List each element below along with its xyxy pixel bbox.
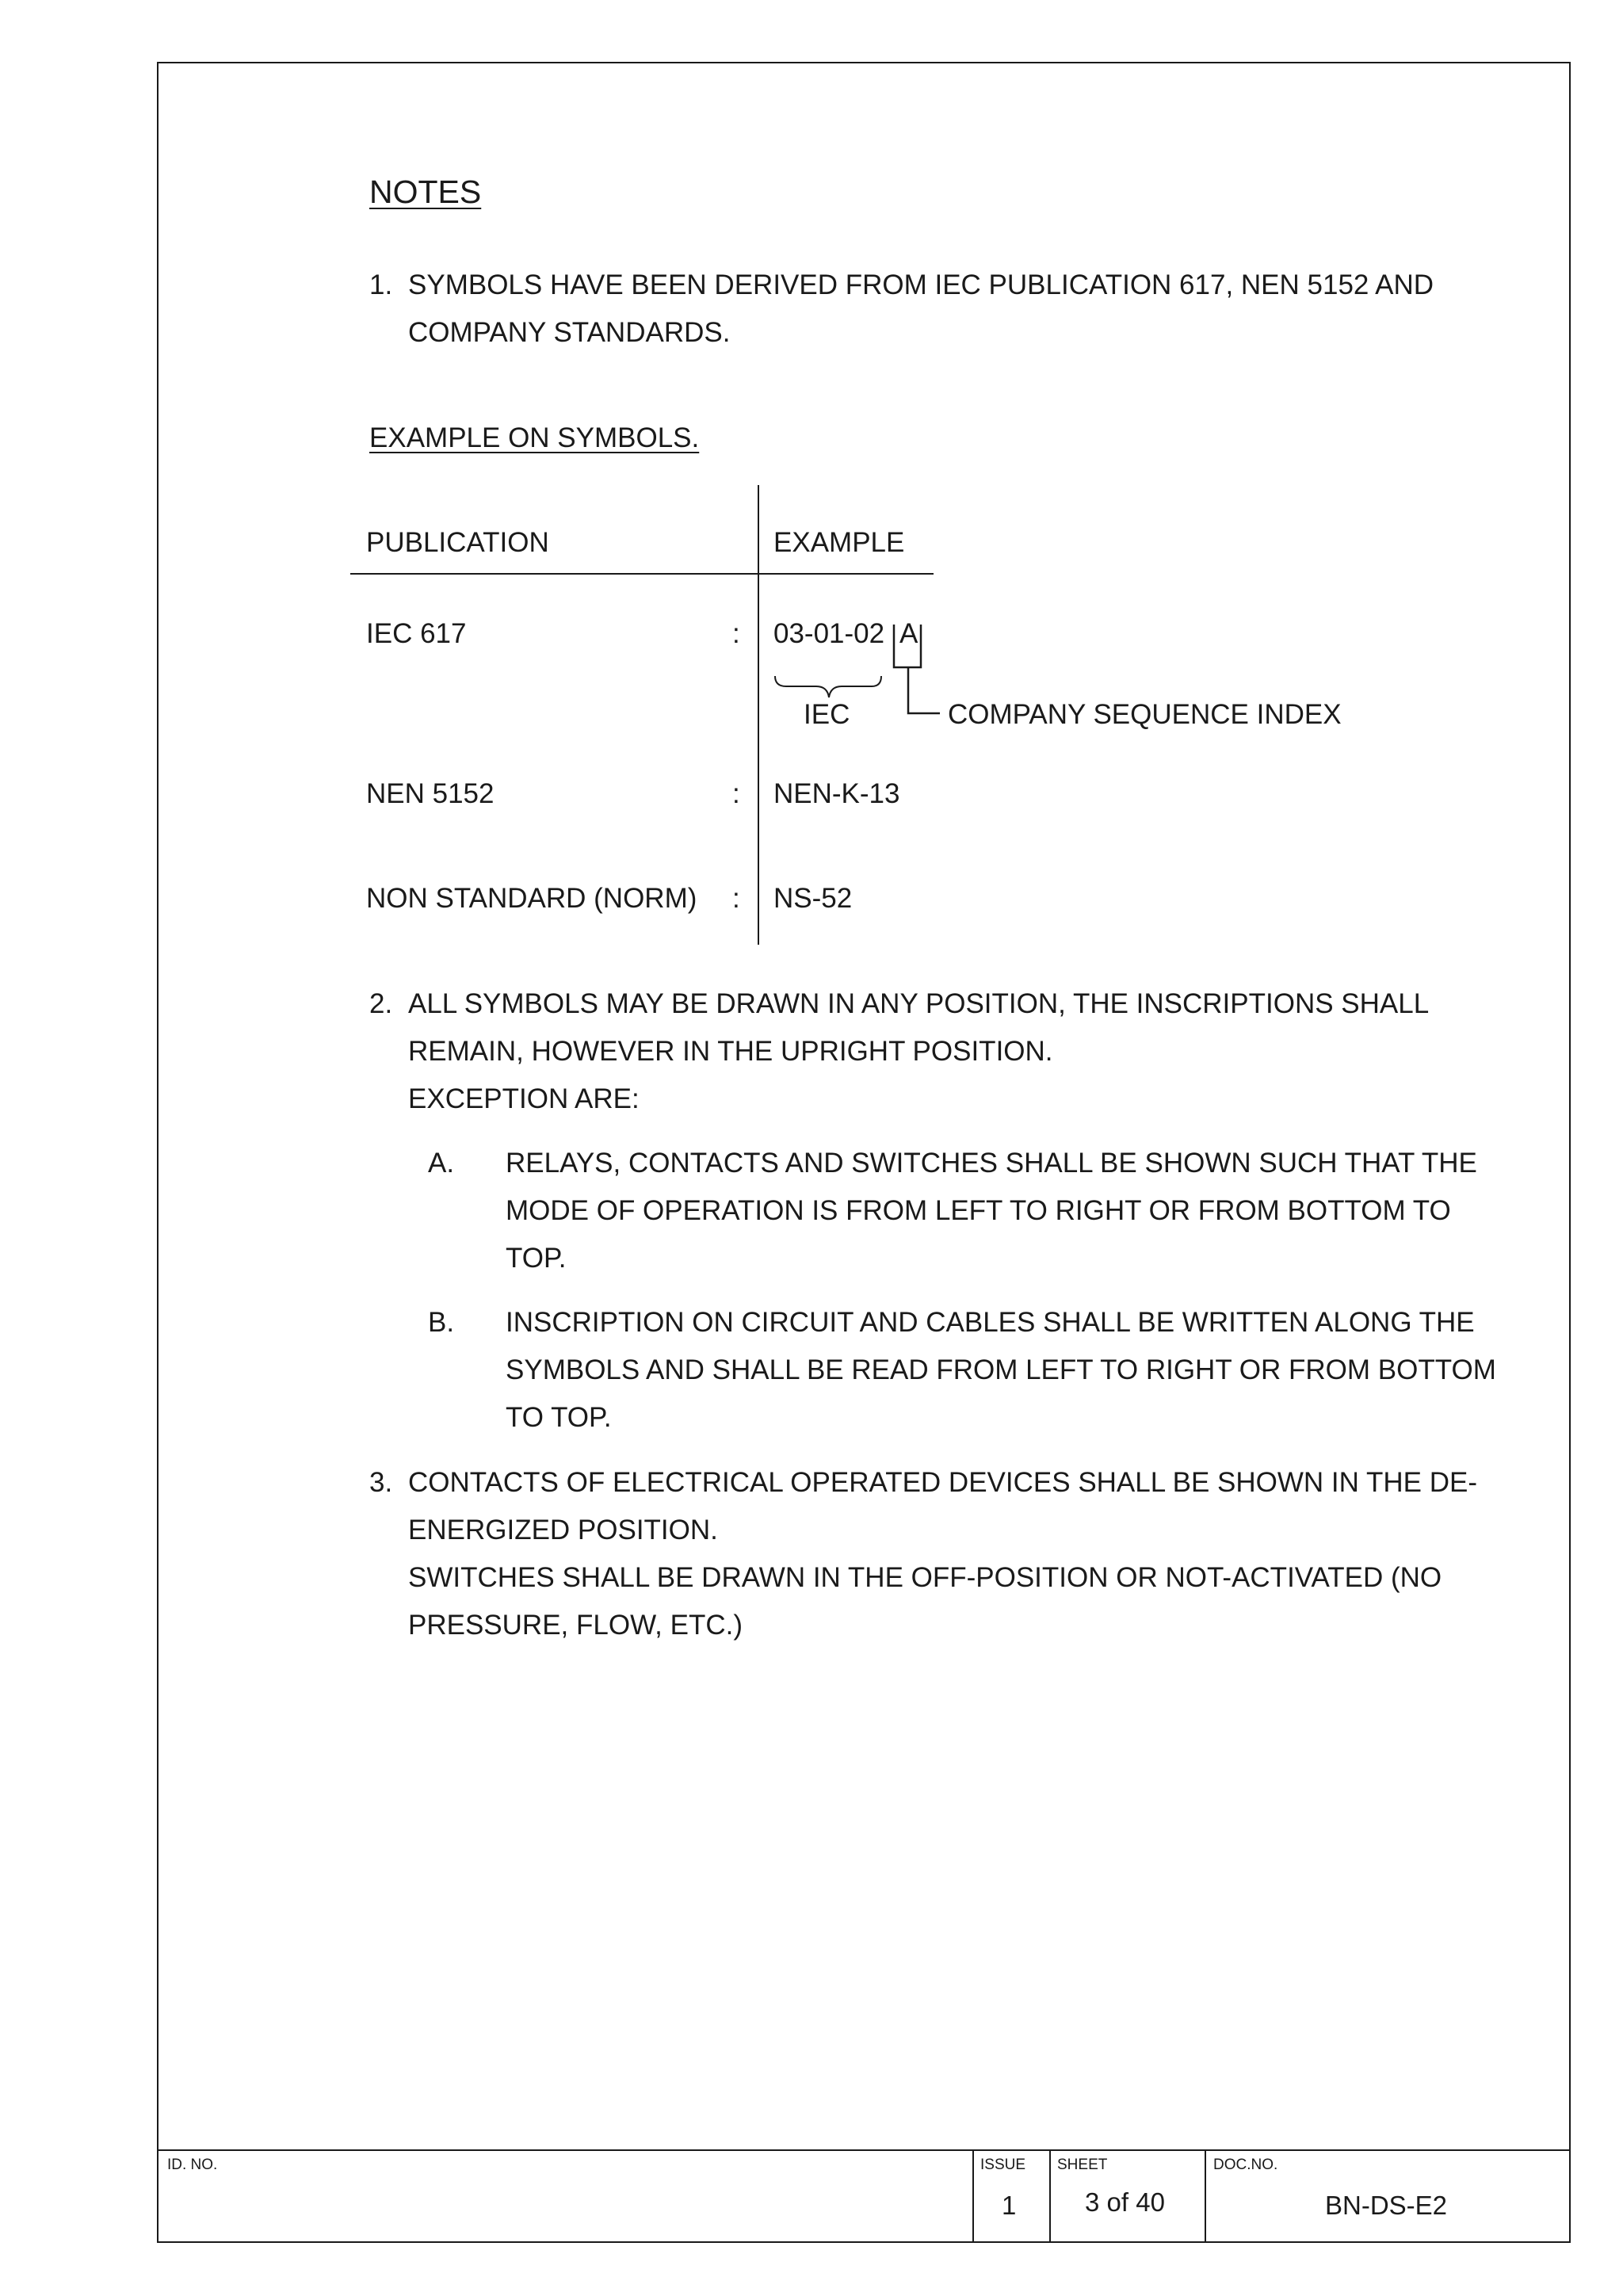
title-block-divider — [1049, 2149, 1051, 2241]
exception-a-line-3: TOP. — [506, 1243, 567, 1274]
note-3-number: 3. — [369, 1467, 393, 1498]
title-block-divider — [1205, 2149, 1206, 2241]
exception-b-letter: B. — [428, 1307, 455, 1338]
table-row-publication: NON STANDARD (NORM) — [366, 883, 697, 914]
note-3-line-3: SWITCHES SHALL BE DRAWN IN THE OFF-POSITION OR NOT-ACTIVATED (NO — [408, 1562, 1442, 1593]
table-row-separator: : — [732, 883, 740, 914]
notes-title: NOTES — [369, 174, 482, 210]
table-row-separator: : — [732, 778, 740, 809]
note-3-line-2: ENERGIZED POSITION. — [408, 1515, 718, 1545]
index-leader-line — [908, 667, 940, 713]
sheet-label: SHEET — [1057, 2157, 1108, 2173]
note-1-line-1: SYMBOLS HAVE BEEN DERIVED FROM IEC PUBLICATION 617, NEN 5152 AND — [408, 269, 1434, 300]
exception-a-letter: A. — [428, 1148, 455, 1179]
issue-value: 1 — [1002, 2191, 1017, 2220]
doc-no-label: DOC.NO. — [1213, 2157, 1278, 2173]
example-heading: EXAMPLE ON SYMBOLS. — [369, 422, 700, 453]
note-1-line-2: COMPANY STANDARDS. — [408, 317, 731, 348]
sheet-value: 3 of 40 — [1085, 2187, 1165, 2217]
note-1-number: 1. — [369, 269, 393, 300]
table-row-example: NS-52 — [773, 883, 853, 914]
table-row-publication: IEC 617 — [366, 618, 467, 649]
exception-b-line-2: SYMBOLS AND SHALL BE READ FROM LEFT TO RIGHT OR FROM BOTTOM — [506, 1354, 1496, 1385]
exception-a-line-2: MODE OF OPERATION IS FROM LEFT TO RIGHT OR FROM BOTTOM TO — [506, 1195, 1451, 1226]
note-2-line-3: EXCEPTION ARE: — [408, 1083, 640, 1114]
note-3-line-4: PRESSURE, FLOW, ETC.) — [408, 1610, 743, 1641]
title-block-top-rule — [157, 2149, 1571, 2151]
note-2-line-2: REMAIN, HOWEVER IN THE UPRIGHT POSITION. — [408, 1036, 1053, 1067]
table-row-separator: : — [732, 618, 740, 649]
title-block-divider — [972, 2149, 974, 2241]
exception-b-line-3: TO TOP. — [506, 1402, 612, 1433]
table-row-publication: NEN 5152 — [366, 778, 495, 809]
exception-a-line-1: RELAYS, CONTACTS AND SWITCHES SHALL BE SHOWN SUCH THAT THE — [506, 1148, 1477, 1179]
note-2-number: 2. — [369, 988, 393, 1019]
company-sequence-index-label: COMPANY SEQUENCE INDEX — [948, 699, 1342, 730]
iec-brace — [775, 676, 881, 697]
note-2-line-1: ALL SYMBOLS MAY BE DRAWN IN ANY POSITION, THE INSCRIPTIONS SHALL — [408, 988, 1430, 1019]
issue-label: ISSUE — [980, 2157, 1026, 2173]
note-3-line-1: CONTACTS OF ELECTRICAL OPERATED DEVICES SHALL BE SHOWN IN THE DE- — [408, 1467, 1478, 1498]
exception-b-line-1: INSCRIPTION ON CIRCUIT AND CABLES SHALL BE WRITTEN ALONG THE — [506, 1307, 1475, 1338]
company-sequence-index-letter: A — [899, 618, 918, 649]
column-header-publication: PUBLICATION — [366, 527, 549, 558]
index-bracket — [894, 625, 921, 667]
id-no-label: ID. NO. — [167, 2157, 218, 2173]
table-row-example: NEN-K-13 — [773, 778, 900, 809]
iec-brace-label: IEC — [804, 699, 850, 730]
table-row-example: 03-01-02 — [773, 618, 885, 649]
doc-no-value: BN-DS-E2 — [1325, 2191, 1448, 2220]
column-header-example: EXAMPLE — [773, 527, 905, 558]
